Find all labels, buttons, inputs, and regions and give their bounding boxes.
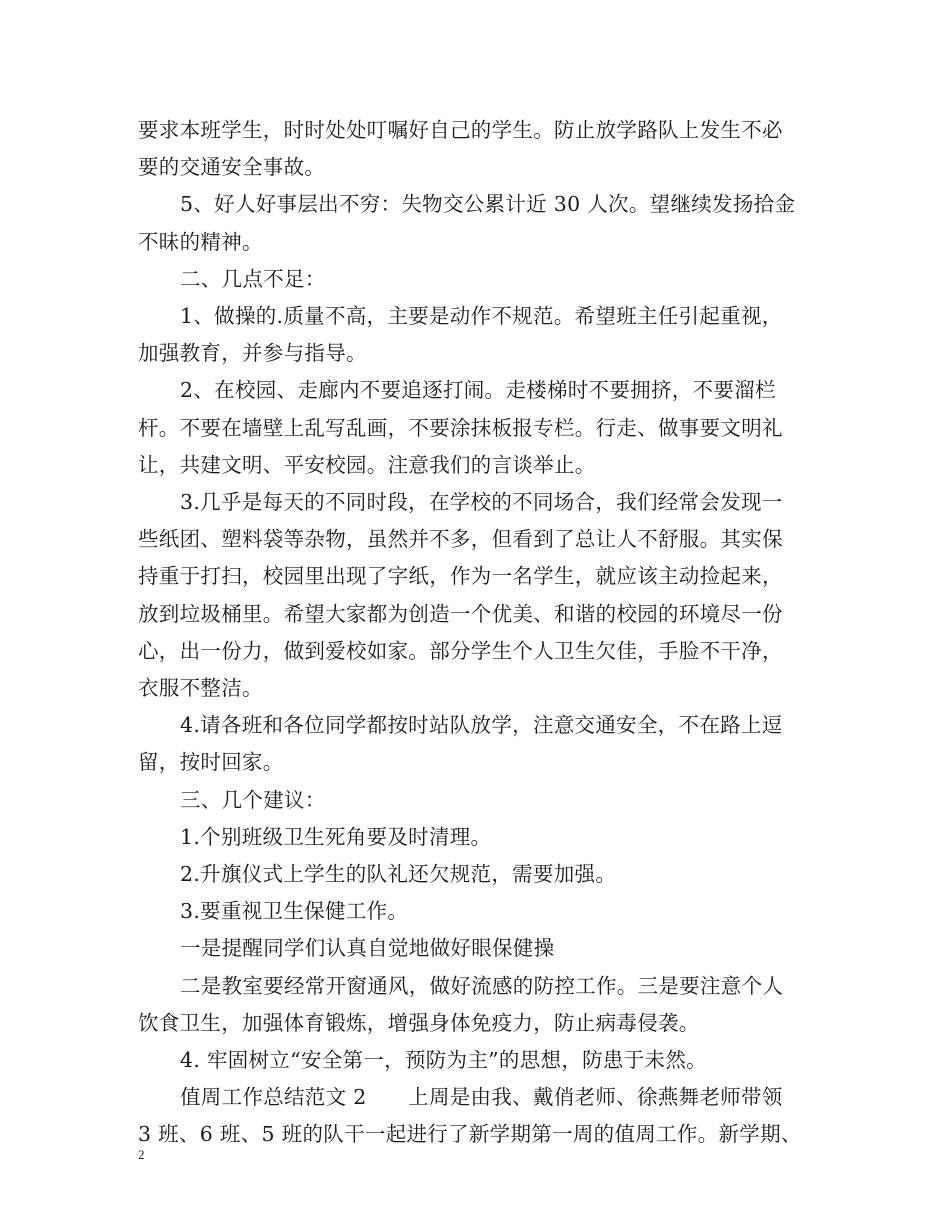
text-line: 些纸团、塑料袋等杂物，虽然并不多，但看到了总让人不舒服。其实保 [138, 527, 783, 552]
text-line: 三、几个建议： [180, 787, 326, 812]
paragraph [138, 968, 828, 1042]
paragraph [138, 782, 828, 819]
text-line: 加强教育，并参与指导。 [138, 341, 367, 366]
paragraph [138, 186, 828, 260]
text-line: 1.个别班级卫生死角要及时清理。 [180, 824, 492, 849]
paragraph [138, 1042, 828, 1079]
paragraph [138, 819, 828, 856]
text-line: 要求本班学生，时时处处叮嘱好自己的学生。防止放学路队上发生不必 [138, 118, 783, 142]
text-line: 2.升旗仪式上学生的队礼还欠规范，需要加强。 [180, 862, 617, 887]
paragraph [138, 930, 828, 967]
text-line: 1、做操的.质量不高，主要是动作不规范。希望班主任引起重视， [180, 304, 783, 329]
text-line: 不昧的精神。 [138, 229, 263, 254]
paragraph [138, 112, 828, 186]
text-line: 一是提醒同学们认真自觉地做好眼保健操 [180, 936, 555, 961]
text-line: 放到垃圾桶里。希望大家都为创造一个优美、和谐的校园的环境尽一份 [138, 601, 783, 626]
text-line: 心，出一份力，做到爱校如家。部分学生个人卫生欠佳，手脸不干净， [138, 638, 783, 663]
text-line: 值周工作总结范文 2 上周是由我、戴俏老师、徐燕舞老师带领 [180, 1085, 783, 1110]
text-line: 3.要重视卫生保健工作。 [180, 899, 409, 924]
text-line: 衣服不整洁。 [138, 676, 263, 701]
paragraph [138, 484, 828, 707]
paragraph [138, 707, 828, 781]
paragraph [138, 1079, 828, 1153]
text-line: 让，共建文明、平安校园。注意我们的言谈举止。 [138, 452, 596, 477]
text-line: 二是教室要经常开窗通风，做好流感的防控工作。三是要注意个人 [180, 973, 784, 998]
text-line: 持重于打扫，校园里出现了字纸，作为一名学生，就应该主动捡起来， [138, 564, 783, 589]
paragraph [138, 372, 828, 484]
text-line: 饮食卫生，加强体育锻炼，增强身体免疫力，防止病毒侵袭。 [138, 1010, 700, 1035]
text-line: 4. 牢固树立“安全第一，预防为主”的思想，防患于未然。 [180, 1048, 707, 1073]
text-line: 二、几点不足： [180, 266, 326, 291]
text-line: 3.几乎是每天的不同时段，在学校的不同场合，我们经常会发现一 [180, 490, 783, 515]
document-body [138, 112, 828, 1154]
text-line: 杆。不要在墙壁上乱写乱画，不要涂抹板报专栏。行走、做事要文明礼 [138, 415, 783, 440]
page-number: 2 [138, 1147, 145, 1162]
text-line: 留，按时回家。 [138, 750, 284, 775]
text-line: 要的交通安全事故。 [138, 155, 326, 180]
paragraph [138, 856, 828, 893]
paragraph [138, 298, 828, 372]
text-line: 4.请各班和各位同学都按时站队放学，注意交通安全，不在路上逗 [180, 713, 783, 738]
text-line: 3 班、6 班、5 班的队干一起进行了新学期第一周的值周工作。新学期、 [138, 1122, 802, 1147]
paragraph [138, 893, 828, 930]
paragraph [138, 261, 828, 298]
text-line: 5、好人好事层出不穷：失物交公累计近 30 人次。望继续发扬拾金 [180, 192, 796, 217]
text-line: 2、在校园、走廊内不要追逐打闹。走楼梯时不要拥挤，不要溜栏 [180, 378, 776, 403]
